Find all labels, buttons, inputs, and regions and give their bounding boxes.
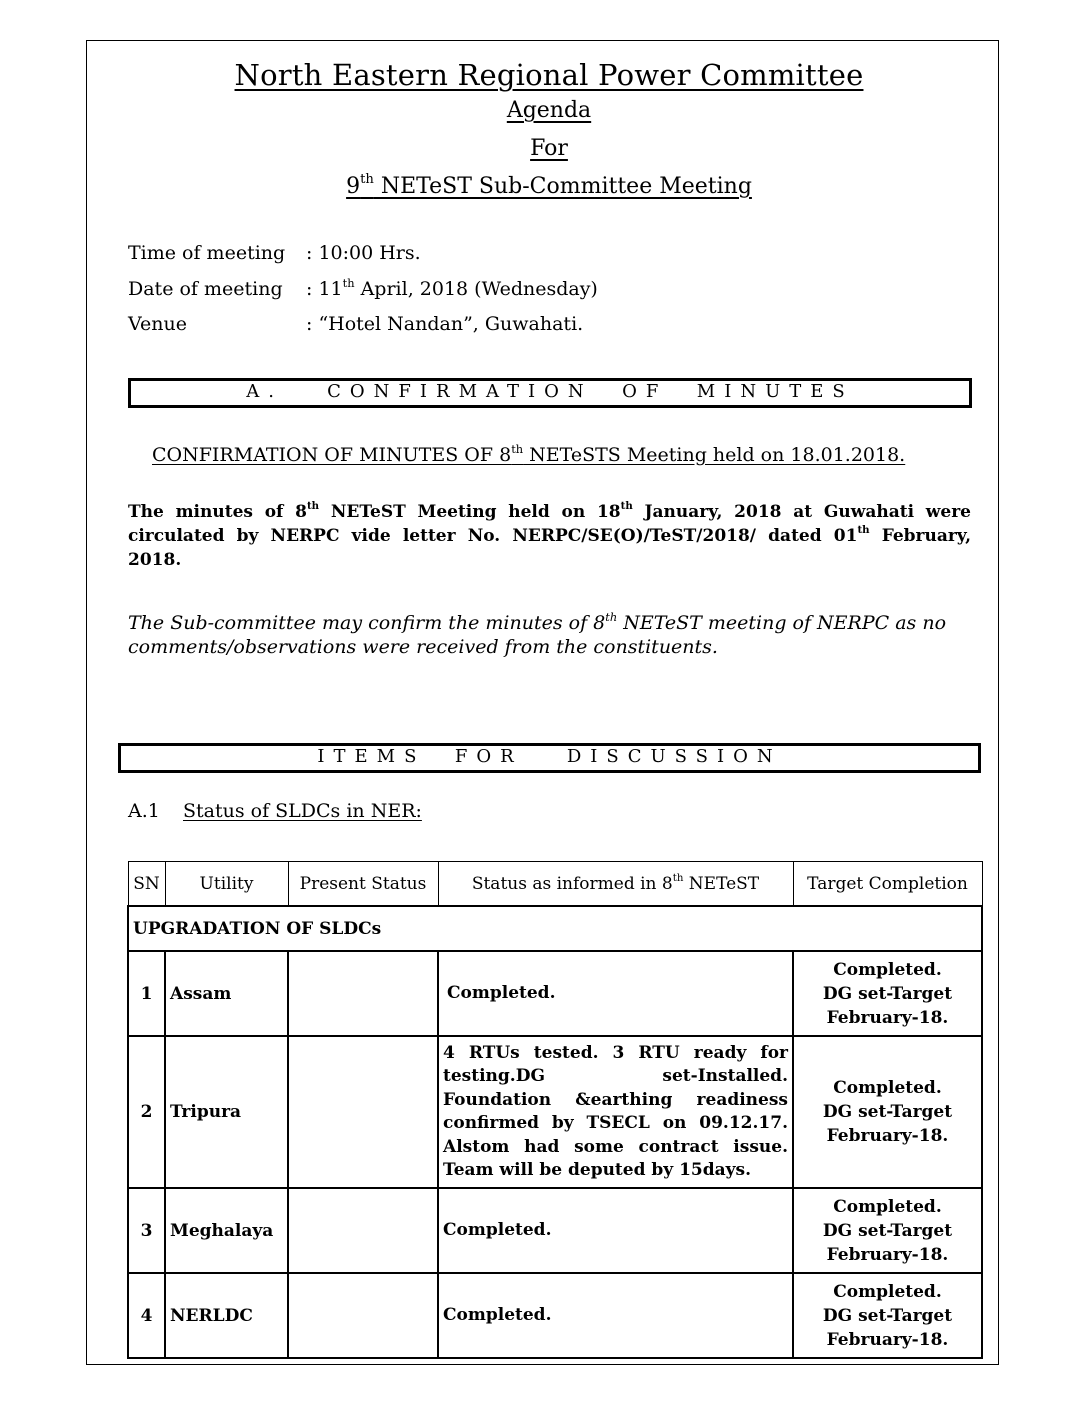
para1-sup-2: th (620, 500, 633, 513)
cell-status: 4 RTUs tested. 3 RTU ready for testing.DG set-Installed. Foundation &earthing readiness confirmed by TSECL on 09.12.17. Alstom had some contract issue. Team will be deputed by 15days. (438, 1036, 793, 1188)
date-value-sup: th (342, 275, 355, 290)
confirmation-heading-post: NETeSTS Meeting held on 18.01.2018. (523, 444, 906, 466)
cell-target (793, 1036, 982, 1188)
target-line-3: February-18. (826, 1007, 949, 1028)
target-line-2: DG set-Target (822, 1102, 953, 1122)
target-line-3: February-18. (826, 1329, 949, 1350)
para1-part-a: The minutes of 8 (128, 502, 307, 522)
meeting-heading (86, 174, 1012, 199)
section-row (128, 906, 982, 951)
confirmation-heading-sup: th (511, 441, 524, 456)
venue-value: : “Hotel Nandan”, Guwahati. (306, 313, 584, 335)
cell-target (793, 1188, 982, 1273)
cell-sn: 1 (128, 951, 165, 1036)
date-label: Date of meeting (128, 278, 283, 300)
cell-present-status (288, 1188, 438, 1273)
target-line-1: Completed. (833, 1281, 942, 1302)
para1-sup-3: th (857, 524, 870, 537)
table-row (128, 1273, 982, 1358)
date-value-day: : 11 (306, 278, 343, 300)
cell-target (793, 951, 982, 1036)
header-status-post: NETeST (683, 873, 760, 894)
date-value-rest: April, 2018 (Wednesday) (354, 278, 598, 300)
minutes-circulation-paragraph (128, 500, 971, 572)
target-line-1: Completed. (833, 1078, 942, 1098)
target-line-2: DG set-Target (822, 1220, 953, 1241)
header-target-completion: Target Completion (793, 862, 982, 907)
time-value: : 10:00 Hrs. (306, 242, 421, 264)
cell-sn: 3 (128, 1188, 165, 1273)
item-a1-title: Status of SLDCs in NER: (183, 800, 422, 822)
para1-sup-1: th (306, 500, 320, 513)
meeting-venue (128, 313, 583, 335)
cell-sn: 2 (128, 1036, 165, 1188)
cell-present-status (288, 1273, 438, 1358)
header-status-8th (438, 862, 793, 907)
meeting-time (128, 242, 421, 264)
meeting-ordinal: 9 (346, 174, 361, 199)
section-a-box: A. CONFIRMATION OF MINUTES (128, 378, 972, 408)
header-sn: SN (128, 862, 165, 907)
para1-part-d: February, 2018. (128, 526, 972, 570)
target-line-2: DG set-Target (822, 983, 953, 1004)
header-status-sup: th (672, 872, 684, 884)
meeting-date (128, 275, 598, 300)
para2-part-a: The Sub-committee may confirm the minutes of 8 (128, 612, 606, 634)
time-label: Time of meeting (128, 242, 286, 264)
for-heading: For (530, 136, 568, 161)
item-a1-number: A.1 (128, 800, 160, 822)
cell-target (793, 1273, 982, 1358)
para2-part-b: NETeST meeting of NERPC as no comments/observations were received from the constituents. (128, 612, 947, 658)
cell-status: Completed. (438, 951, 793, 1036)
table-row (128, 1036, 982, 1188)
confirmation-heading-pre: CONFIRMATION OF MINUTES OF 8 (152, 444, 512, 466)
cell-present-status (288, 951, 438, 1036)
table-header-row (128, 862, 982, 907)
item-a1-heading (128, 800, 422, 822)
target-line-1: Completed. (833, 959, 942, 980)
header-status-pre: Status as informed in 8 (471, 873, 673, 894)
target-line-2: DG set-Target (822, 1305, 953, 1326)
para1-part-b: NETeST Meeting held on 18 (319, 502, 621, 522)
confirmation-proposal-paragraph (128, 611, 973, 659)
cell-utility: Tripura (165, 1036, 288, 1188)
meeting-ordinal-sup: th (360, 172, 374, 188)
confirmation-heading (152, 441, 906, 466)
agenda-heading: Agenda (506, 98, 592, 123)
target-line-3: February-18. (826, 1126, 949, 1146)
cell-utility: Meghalaya (165, 1188, 288, 1273)
section-title: UPGRADATION OF SLDCs (128, 906, 982, 951)
para2-sup: th (605, 609, 618, 624)
table-row (128, 951, 982, 1036)
cell-utility: NERLDC (165, 1273, 288, 1358)
header-utility: Utility (165, 862, 288, 907)
cell-status: Completed. (438, 1273, 793, 1358)
cell-status: Completed. (438, 1188, 793, 1273)
para1-part-c: January, 2018 at Guwahati were circulated by NERPC vide letter No. NERPC/SE(O)/TeST/2018/ dated 01 (128, 502, 972, 546)
cell-utility: Assam (165, 951, 288, 1036)
target-line-1: Completed. (833, 1196, 942, 1217)
table-row (128, 1188, 982, 1273)
meeting-name: NETeST Sub-Committee Meeting (373, 174, 752, 199)
cell-present-status (288, 1036, 438, 1188)
venue-label: Venue (128, 313, 187, 335)
cell-sn: 4 (128, 1273, 165, 1358)
document-title: North Eastern Regional Power Committee (234, 58, 864, 92)
sldc-status-table (127, 861, 983, 1359)
target-line-3: February-18. (826, 1244, 949, 1265)
header-present-status: Present Status (288, 862, 438, 907)
items-for-discussion-box: ITEMS FOR DISCUSSION (118, 743, 981, 773)
